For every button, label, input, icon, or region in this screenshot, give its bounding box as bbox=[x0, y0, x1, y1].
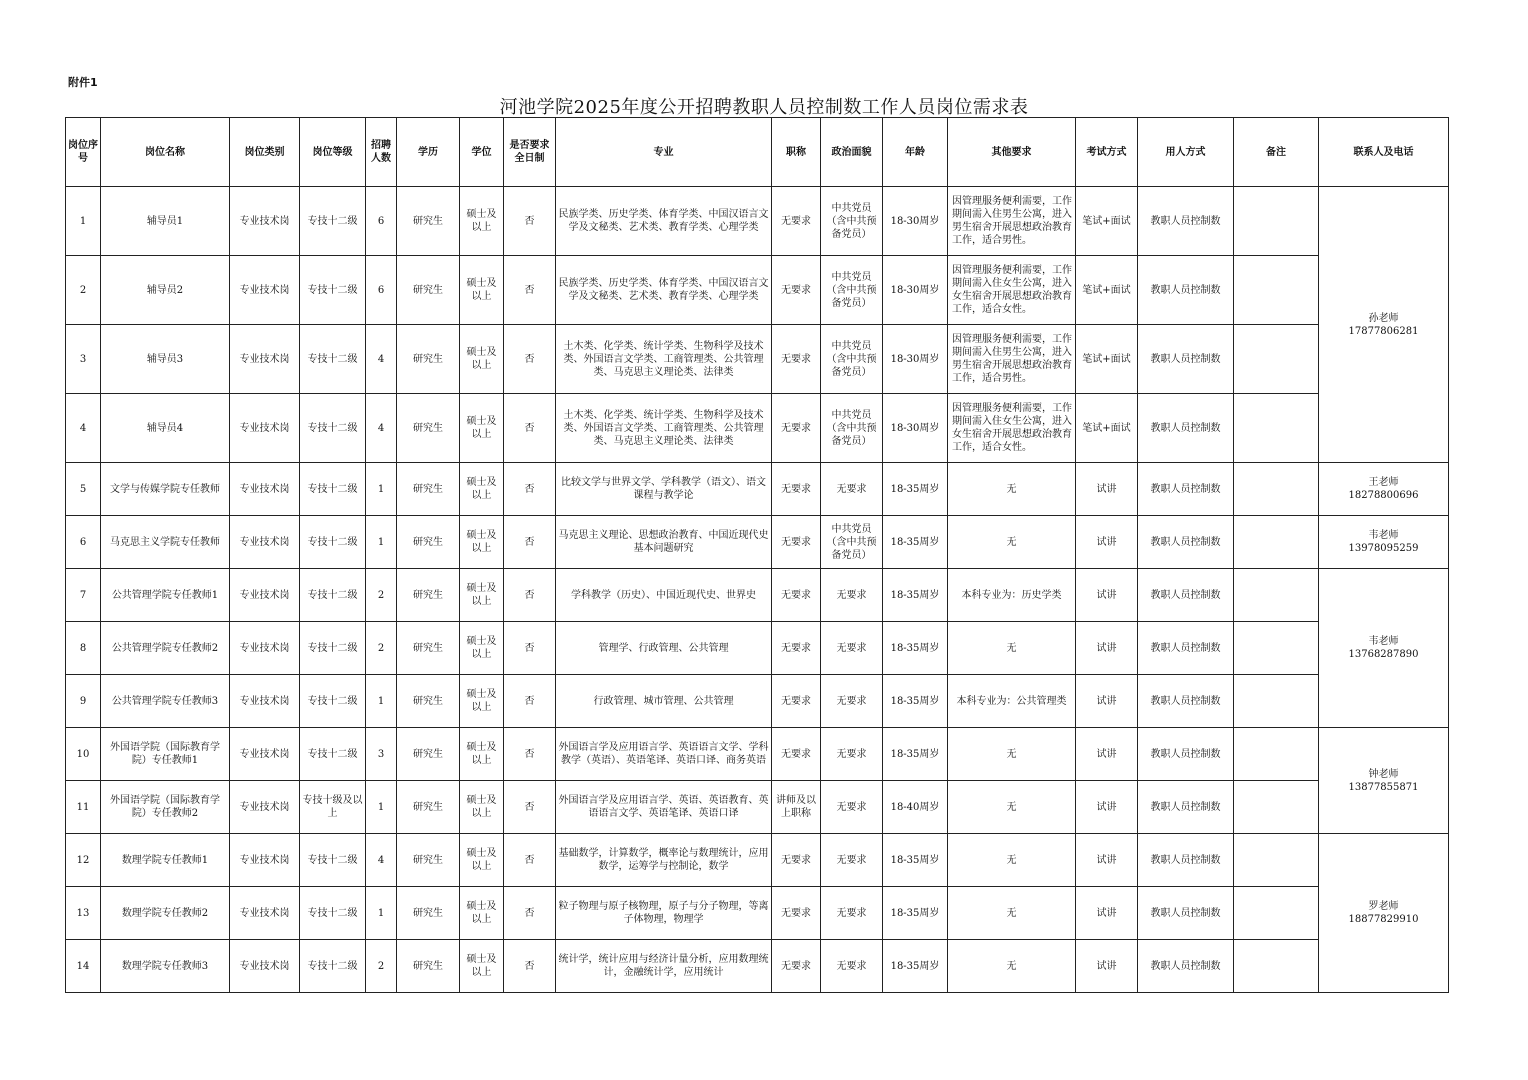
other-requirements-cell: 无 bbox=[948, 516, 1076, 569]
page-title: 河池学院2025年度公开招聘教职人员控制数工作人员岗位需求表 bbox=[499, 97, 1029, 118]
exam-cell: 试讲 bbox=[1076, 516, 1138, 569]
degree-cell: 硕士及以上 bbox=[460, 187, 504, 256]
age-cell: 18-30周岁 bbox=[883, 187, 948, 256]
column-header: 政治面貌 bbox=[821, 118, 883, 187]
age-cell: 18-35周岁 bbox=[883, 463, 948, 516]
position-name-cell: 辅导员1 bbox=[101, 187, 230, 256]
other-requirements-cell: 无 bbox=[948, 781, 1076, 834]
remark-cell bbox=[1234, 256, 1319, 325]
age-cell: 18-35周岁 bbox=[883, 834, 948, 887]
education-cell: 研究生 bbox=[397, 887, 460, 940]
title-cell: 无要求 bbox=[772, 463, 821, 516]
degree-cell: 硕士及以上 bbox=[460, 940, 504, 993]
attachment-label: 附件1 bbox=[68, 76, 98, 89]
position-no-cell: 8 bbox=[66, 622, 101, 675]
degree-cell: 硕士及以上 bbox=[460, 887, 504, 940]
employment-cell: 教职人员控制数 bbox=[1138, 675, 1234, 728]
category-cell: 专业技术岗 bbox=[230, 569, 300, 622]
position-no-cell: 2 bbox=[66, 256, 101, 325]
education-cell: 研究生 bbox=[397, 256, 460, 325]
level-cell: 专技十二级 bbox=[300, 516, 366, 569]
contact-cell bbox=[1319, 569, 1449, 728]
political-cell: 无要求 bbox=[821, 940, 883, 993]
category-cell: 专业技术岗 bbox=[230, 834, 300, 887]
remark-cell bbox=[1234, 569, 1319, 622]
employment-cell: 教职人员控制数 bbox=[1138, 569, 1234, 622]
position-name-cell: 文学与传媒学院专任教师 bbox=[101, 463, 230, 516]
fulltime-cell: 否 bbox=[504, 256, 556, 325]
table-row bbox=[66, 256, 1449, 325]
category-cell: 专业技术岗 bbox=[230, 675, 300, 728]
exam-cell: 试讲 bbox=[1076, 940, 1138, 993]
contact-phone: 13768287890 bbox=[1348, 649, 1419, 660]
remark-cell bbox=[1234, 834, 1319, 887]
exam-cell: 笔试+面试 bbox=[1076, 394, 1138, 463]
major-cell: 外国语言学及应用语言学、英语、英语教育、英语语言文学、英语笔译、英语口译 bbox=[556, 781, 772, 834]
position-name-cell: 公共管理学院专任教师1 bbox=[101, 569, 230, 622]
table-row bbox=[66, 728, 1449, 781]
title-cell: 无要求 bbox=[772, 187, 821, 256]
political-cell: 无要求 bbox=[821, 463, 883, 516]
major-cell: 马克思主义理论、思想政治教育、中国近现代史基本问题研究 bbox=[556, 516, 772, 569]
contact-cell bbox=[1319, 834, 1449, 993]
major-cell: 基础数学，计算数学，概率论与数理统计，应用数学，运筹学与控制论，数学 bbox=[556, 834, 772, 887]
table-row bbox=[66, 394, 1449, 463]
contact-name: 韦老师 bbox=[1368, 636, 1399, 647]
level-cell: 专技十二级 bbox=[300, 187, 366, 256]
title-cell: 无要求 bbox=[772, 394, 821, 463]
major-cell: 管理学、行政管理、公共管理 bbox=[556, 622, 772, 675]
contact-phone: 13877855871 bbox=[1348, 781, 1419, 793]
position-name-cell: 数理学院专任教师2 bbox=[101, 887, 230, 940]
category-cell: 专业技术岗 bbox=[230, 325, 300, 394]
fulltime-cell: 否 bbox=[504, 887, 556, 940]
position-no-cell: 5 bbox=[66, 463, 101, 516]
column-header: 用人方式 bbox=[1138, 118, 1234, 187]
contact-cell bbox=[1319, 728, 1449, 834]
position-no-cell: 13 bbox=[66, 887, 101, 940]
political-cell: 中共党员（含中共预备党员） bbox=[821, 256, 883, 325]
remark-cell bbox=[1234, 940, 1319, 993]
employment-cell: 教职人员控制数 bbox=[1138, 394, 1234, 463]
column-header: 招聘人数 bbox=[366, 118, 397, 187]
employment-cell: 教职人员控制数 bbox=[1138, 728, 1234, 781]
education-cell: 研究生 bbox=[397, 940, 460, 993]
education-cell: 研究生 bbox=[397, 781, 460, 834]
position-name-cell: 马克思主义学院专任教师 bbox=[101, 516, 230, 569]
title-cell: 无要求 bbox=[772, 675, 821, 728]
education-cell: 研究生 bbox=[397, 728, 460, 781]
major-cell: 统计学，统计应用与经济计量分析，应用数理统计，金融统计学，应用统计 bbox=[556, 940, 772, 993]
exam-cell: 试讲 bbox=[1076, 622, 1138, 675]
title-cell: 无要求 bbox=[772, 834, 821, 887]
other-requirements-cell: 无 bbox=[948, 728, 1076, 781]
count-cell: 1 bbox=[366, 781, 397, 834]
title-cell: 无要求 bbox=[772, 516, 821, 569]
fulltime-cell: 否 bbox=[504, 728, 556, 781]
category-cell: 专业技术岗 bbox=[230, 516, 300, 569]
count-cell: 4 bbox=[366, 394, 397, 463]
remark-cell bbox=[1234, 325, 1319, 394]
column-header: 联系人及电话 bbox=[1319, 118, 1449, 187]
column-header: 职称 bbox=[772, 118, 821, 187]
contact-name: 罗老师 bbox=[1368, 901, 1399, 912]
job-requirements-table bbox=[65, 117, 1449, 993]
table-row bbox=[66, 569, 1449, 622]
education-cell: 研究生 bbox=[397, 394, 460, 463]
age-cell: 18-35周岁 bbox=[883, 622, 948, 675]
exam-cell: 笔试+面试 bbox=[1076, 187, 1138, 256]
other-requirements-cell: 无 bbox=[948, 463, 1076, 516]
major-cell: 土木类、化学类、统计学类、生物科学及技术类、外国语言文学类、工商管理类、公共管理类、马克思主义理论类、法律类 bbox=[556, 325, 772, 394]
category-cell: 专业技术岗 bbox=[230, 622, 300, 675]
degree-cell: 硕士及以上 bbox=[460, 728, 504, 781]
table-header-row bbox=[66, 118, 1449, 187]
political-cell: 无要求 bbox=[821, 834, 883, 887]
level-cell: 专技十二级 bbox=[300, 622, 366, 675]
table-row bbox=[66, 675, 1449, 728]
contact-cell bbox=[1319, 463, 1449, 516]
fulltime-cell: 否 bbox=[504, 463, 556, 516]
employment-cell: 教职人员控制数 bbox=[1138, 622, 1234, 675]
column-header: 考试方式 bbox=[1076, 118, 1138, 187]
remark-cell bbox=[1234, 887, 1319, 940]
contact-phone: 17877806281 bbox=[1348, 325, 1419, 337]
contact-phone: 18877829910 bbox=[1348, 914, 1419, 925]
exam-cell: 试讲 bbox=[1076, 781, 1138, 834]
position-no-cell: 4 bbox=[66, 394, 101, 463]
exam-cell: 试讲 bbox=[1076, 675, 1138, 728]
count-cell: 1 bbox=[366, 516, 397, 569]
level-cell: 专技十二级 bbox=[300, 394, 366, 463]
employment-cell: 教职人员控制数 bbox=[1138, 325, 1234, 394]
education-cell: 研究生 bbox=[397, 516, 460, 569]
title-cell: 无要求 bbox=[772, 569, 821, 622]
table-row bbox=[66, 516, 1449, 569]
position-name-cell: 外国语学院（国际教育学院）专任教师2 bbox=[101, 781, 230, 834]
column-header: 其他要求 bbox=[948, 118, 1076, 187]
major-cell: 行政管理、城市管理、公共管理 bbox=[556, 675, 772, 728]
category-cell: 专业技术岗 bbox=[230, 187, 300, 256]
count-cell: 6 bbox=[366, 256, 397, 325]
degree-cell: 硕士及以上 bbox=[460, 675, 504, 728]
table-row bbox=[66, 834, 1449, 887]
exam-cell: 笔试+面试 bbox=[1076, 256, 1138, 325]
degree-cell: 硕士及以上 bbox=[460, 834, 504, 887]
column-header: 是否要求全日制 bbox=[504, 118, 556, 187]
contact-cell bbox=[1319, 516, 1449, 569]
political-cell: 中共党员（含中共预备党员） bbox=[821, 325, 883, 394]
column-header: 备注 bbox=[1234, 118, 1319, 187]
employment-cell: 教职人员控制数 bbox=[1138, 834, 1234, 887]
count-cell: 6 bbox=[366, 187, 397, 256]
fulltime-cell: 否 bbox=[504, 781, 556, 834]
position-name-cell: 辅导员2 bbox=[101, 256, 230, 325]
age-cell: 18-30周岁 bbox=[883, 256, 948, 325]
employment-cell: 教职人员控制数 bbox=[1138, 256, 1234, 325]
table-row bbox=[66, 187, 1449, 256]
contact-cell bbox=[1319, 187, 1449, 463]
table-row bbox=[66, 463, 1449, 516]
column-header: 岗位等级 bbox=[300, 118, 366, 187]
category-cell: 专业技术岗 bbox=[230, 256, 300, 325]
other-requirements-cell: 本科专业为：历史学类 bbox=[948, 569, 1076, 622]
political-cell: 无要求 bbox=[821, 728, 883, 781]
table-row bbox=[66, 940, 1449, 993]
title-cell: 无要求 bbox=[772, 325, 821, 394]
education-cell: 研究生 bbox=[397, 622, 460, 675]
table-row bbox=[66, 887, 1449, 940]
fulltime-cell: 否 bbox=[504, 622, 556, 675]
degree-cell: 硕士及以上 bbox=[460, 325, 504, 394]
degree-cell: 硕士及以上 bbox=[460, 394, 504, 463]
contact-phone: 13978095259 bbox=[1348, 543, 1419, 554]
age-cell: 18-35周岁 bbox=[883, 940, 948, 993]
level-cell: 专技十二级 bbox=[300, 256, 366, 325]
fulltime-cell: 否 bbox=[504, 834, 556, 887]
position-no-cell: 14 bbox=[66, 940, 101, 993]
position-no-cell: 11 bbox=[66, 781, 101, 834]
age-cell: 18-35周岁 bbox=[883, 675, 948, 728]
fulltime-cell: 否 bbox=[504, 569, 556, 622]
column-header: 专业 bbox=[556, 118, 772, 187]
major-cell: 民族学类、历史学类、体育学类、中国汉语言文学及文秘类、艺术类、教育学类、心理学类 bbox=[556, 256, 772, 325]
other-requirements-cell: 无 bbox=[948, 622, 1076, 675]
position-no-cell: 3 bbox=[66, 325, 101, 394]
position-name-cell: 数理学院专任教师1 bbox=[101, 834, 230, 887]
age-cell: 18-35周岁 bbox=[883, 728, 948, 781]
other-requirements-cell: 无 bbox=[948, 940, 1076, 993]
major-cell: 土木类、化学类、统计学类、生物科学及技术类、外国语言文学类、工商管理类、公共管理类、马克思主义理论类、法律类 bbox=[556, 394, 772, 463]
title-cell: 无要求 bbox=[772, 622, 821, 675]
contact-name: 钟老师 bbox=[1368, 768, 1399, 780]
remark-cell bbox=[1234, 622, 1319, 675]
position-no-cell: 6 bbox=[66, 516, 101, 569]
column-header: 岗位序号 bbox=[66, 118, 101, 187]
employment-cell: 教职人员控制数 bbox=[1138, 887, 1234, 940]
education-cell: 研究生 bbox=[397, 463, 460, 516]
contact-phone: 18278800696 bbox=[1348, 490, 1419, 501]
level-cell: 专技十二级 bbox=[300, 834, 366, 887]
degree-cell: 硕士及以上 bbox=[460, 463, 504, 516]
column-header: 学位 bbox=[460, 118, 504, 187]
degree-cell: 硕士及以上 bbox=[460, 256, 504, 325]
exam-cell: 试讲 bbox=[1076, 834, 1138, 887]
level-cell: 专技十二级 bbox=[300, 463, 366, 516]
table-row bbox=[66, 325, 1449, 394]
employment-cell: 教职人员控制数 bbox=[1138, 187, 1234, 256]
level-cell: 专技十二级 bbox=[300, 887, 366, 940]
fulltime-cell: 否 bbox=[504, 394, 556, 463]
position-no-cell: 9 bbox=[66, 675, 101, 728]
other-requirements-cell: 本科专业为：公共管理类 bbox=[948, 675, 1076, 728]
category-cell: 专业技术岗 bbox=[230, 394, 300, 463]
fulltime-cell: 否 bbox=[504, 325, 556, 394]
other-requirements-cell: 因管理服务便利需要，工作期间需入住女生公寓，进入女生宿舍开展思想政治教育工作，适合女性。 bbox=[948, 256, 1076, 325]
political-cell: 中共党员（含中共预备党员） bbox=[821, 516, 883, 569]
count-cell: 2 bbox=[366, 940, 397, 993]
table-row bbox=[66, 622, 1449, 675]
title-cell: 无要求 bbox=[772, 940, 821, 993]
employment-cell: 教职人员控制数 bbox=[1138, 463, 1234, 516]
position-no-cell: 10 bbox=[66, 728, 101, 781]
count-cell: 2 bbox=[366, 622, 397, 675]
fulltime-cell: 否 bbox=[504, 675, 556, 728]
age-cell: 18-35周岁 bbox=[883, 887, 948, 940]
position-no-cell: 12 bbox=[66, 834, 101, 887]
category-cell: 专业技术岗 bbox=[230, 781, 300, 834]
remark-cell bbox=[1234, 187, 1319, 256]
level-cell: 专技十二级 bbox=[300, 675, 366, 728]
count-cell: 2 bbox=[366, 569, 397, 622]
count-cell: 1 bbox=[366, 675, 397, 728]
contact-name: 孙老师 bbox=[1368, 312, 1399, 324]
remark-cell bbox=[1234, 781, 1319, 834]
other-requirements-cell: 因管理服务便利需要，工作期间需入住男生公寓，进入男生宿舍开展思想政治教育工作，适合男性。 bbox=[948, 325, 1076, 394]
fulltime-cell: 否 bbox=[504, 187, 556, 256]
level-cell: 专技十二级 bbox=[300, 325, 366, 394]
title-cell: 讲师及以上职称 bbox=[772, 781, 821, 834]
table-row bbox=[66, 781, 1449, 834]
contact-name: 王老师 bbox=[1368, 477, 1399, 488]
title-cell: 无要求 bbox=[772, 256, 821, 325]
level-cell: 专技十二级 bbox=[300, 569, 366, 622]
category-cell: 专业技术岗 bbox=[230, 887, 300, 940]
exam-cell: 试讲 bbox=[1076, 463, 1138, 516]
exam-cell: 笔试+面试 bbox=[1076, 325, 1138, 394]
remark-cell bbox=[1234, 463, 1319, 516]
column-header: 年龄 bbox=[883, 118, 948, 187]
other-requirements-cell: 无 bbox=[948, 834, 1076, 887]
level-cell: 专技十二级 bbox=[300, 728, 366, 781]
count-cell: 4 bbox=[366, 325, 397, 394]
column-header: 岗位名称 bbox=[101, 118, 230, 187]
other-requirements-cell: 因管理服务便利需要，工作期间需入住男生公寓，进入男生宿舍开展思想政治教育工作，适合男性。 bbox=[948, 187, 1076, 256]
exam-cell: 试讲 bbox=[1076, 728, 1138, 781]
level-cell: 专技十二级 bbox=[300, 940, 366, 993]
position-name-cell: 数理学院专任教师3 bbox=[101, 940, 230, 993]
age-cell: 18-40周岁 bbox=[883, 781, 948, 834]
position-name-cell: 公共管理学院专任教师2 bbox=[101, 622, 230, 675]
political-cell: 无要求 bbox=[821, 781, 883, 834]
political-cell: 中共党员（含中共预备党员） bbox=[821, 394, 883, 463]
position-name-cell: 公共管理学院专任教师3 bbox=[101, 675, 230, 728]
political-cell: 无要求 bbox=[821, 622, 883, 675]
remark-cell bbox=[1234, 394, 1319, 463]
age-cell: 18-30周岁 bbox=[883, 394, 948, 463]
age-cell: 18-30周岁 bbox=[883, 325, 948, 394]
position-name-cell: 外国语学院（国际教育学院）专任教师1 bbox=[101, 728, 230, 781]
exam-cell: 试讲 bbox=[1076, 569, 1138, 622]
education-cell: 研究生 bbox=[397, 569, 460, 622]
major-cell: 外国语言学及应用语言学、英语语言文学、学科教学（英语）、英语笔译、英语口译、商务英语 bbox=[556, 728, 772, 781]
position-no-cell: 7 bbox=[66, 569, 101, 622]
education-cell: 研究生 bbox=[397, 187, 460, 256]
fulltime-cell: 否 bbox=[504, 940, 556, 993]
major-cell: 粒子物理与原子核物理，原子与分子物理，等离子体物理，物理学 bbox=[556, 887, 772, 940]
major-cell: 比较文学与世界文学、学科教学（语文）、语文课程与教学论 bbox=[556, 463, 772, 516]
remark-cell bbox=[1234, 728, 1319, 781]
count-cell: 3 bbox=[366, 728, 397, 781]
category-cell: 专业技术岗 bbox=[230, 728, 300, 781]
other-requirements-cell: 因管理服务便利需要，工作期间需入住女生公寓，进入女生宿舍开展思想政治教育工作，适合女性。 bbox=[948, 394, 1076, 463]
count-cell: 1 bbox=[366, 463, 397, 516]
column-header: 岗位类别 bbox=[230, 118, 300, 187]
exam-cell: 试讲 bbox=[1076, 887, 1138, 940]
title-cell: 无要求 bbox=[772, 728, 821, 781]
major-cell: 学科教学（历史）、中国近现代史、世界史 bbox=[556, 569, 772, 622]
employment-cell: 教职人员控制数 bbox=[1138, 516, 1234, 569]
education-cell: 研究生 bbox=[397, 675, 460, 728]
position-no-cell: 1 bbox=[66, 187, 101, 256]
category-cell: 专业技术岗 bbox=[230, 463, 300, 516]
remark-cell bbox=[1234, 516, 1319, 569]
employment-cell: 教职人员控制数 bbox=[1138, 781, 1234, 834]
education-cell: 研究生 bbox=[397, 325, 460, 394]
political-cell: 无要求 bbox=[821, 887, 883, 940]
count-cell: 1 bbox=[366, 887, 397, 940]
column-header: 学历 bbox=[397, 118, 460, 187]
fulltime-cell: 否 bbox=[504, 516, 556, 569]
employment-cell: 教职人员控制数 bbox=[1138, 940, 1234, 993]
degree-cell: 硕士及以上 bbox=[460, 516, 504, 569]
degree-cell: 硕士及以上 bbox=[460, 569, 504, 622]
remark-cell bbox=[1234, 675, 1319, 728]
degree-cell: 硕士及以上 bbox=[460, 781, 504, 834]
age-cell: 18-35周岁 bbox=[883, 569, 948, 622]
title-cell: 无要求 bbox=[772, 887, 821, 940]
major-cell: 民族学类、历史学类、体育学类、中国汉语言文学及文秘类、艺术类、教育学类、心理学类 bbox=[556, 187, 772, 256]
political-cell: 无要求 bbox=[821, 569, 883, 622]
other-requirements-cell: 无 bbox=[948, 887, 1076, 940]
count-cell: 4 bbox=[366, 834, 397, 887]
political-cell: 中共党员（含中共预备党员） bbox=[821, 187, 883, 256]
degree-cell: 硕士及以上 bbox=[460, 622, 504, 675]
position-name-cell: 辅导员3 bbox=[101, 325, 230, 394]
level-cell: 专技十级及以上 bbox=[300, 781, 366, 834]
age-cell: 18-35周岁 bbox=[883, 516, 948, 569]
category-cell: 专业技术岗 bbox=[230, 940, 300, 993]
education-cell: 研究生 bbox=[397, 834, 460, 887]
position-name-cell: 辅导员4 bbox=[101, 394, 230, 463]
contact-name: 韦老师 bbox=[1368, 530, 1399, 541]
political-cell: 无要求 bbox=[821, 675, 883, 728]
